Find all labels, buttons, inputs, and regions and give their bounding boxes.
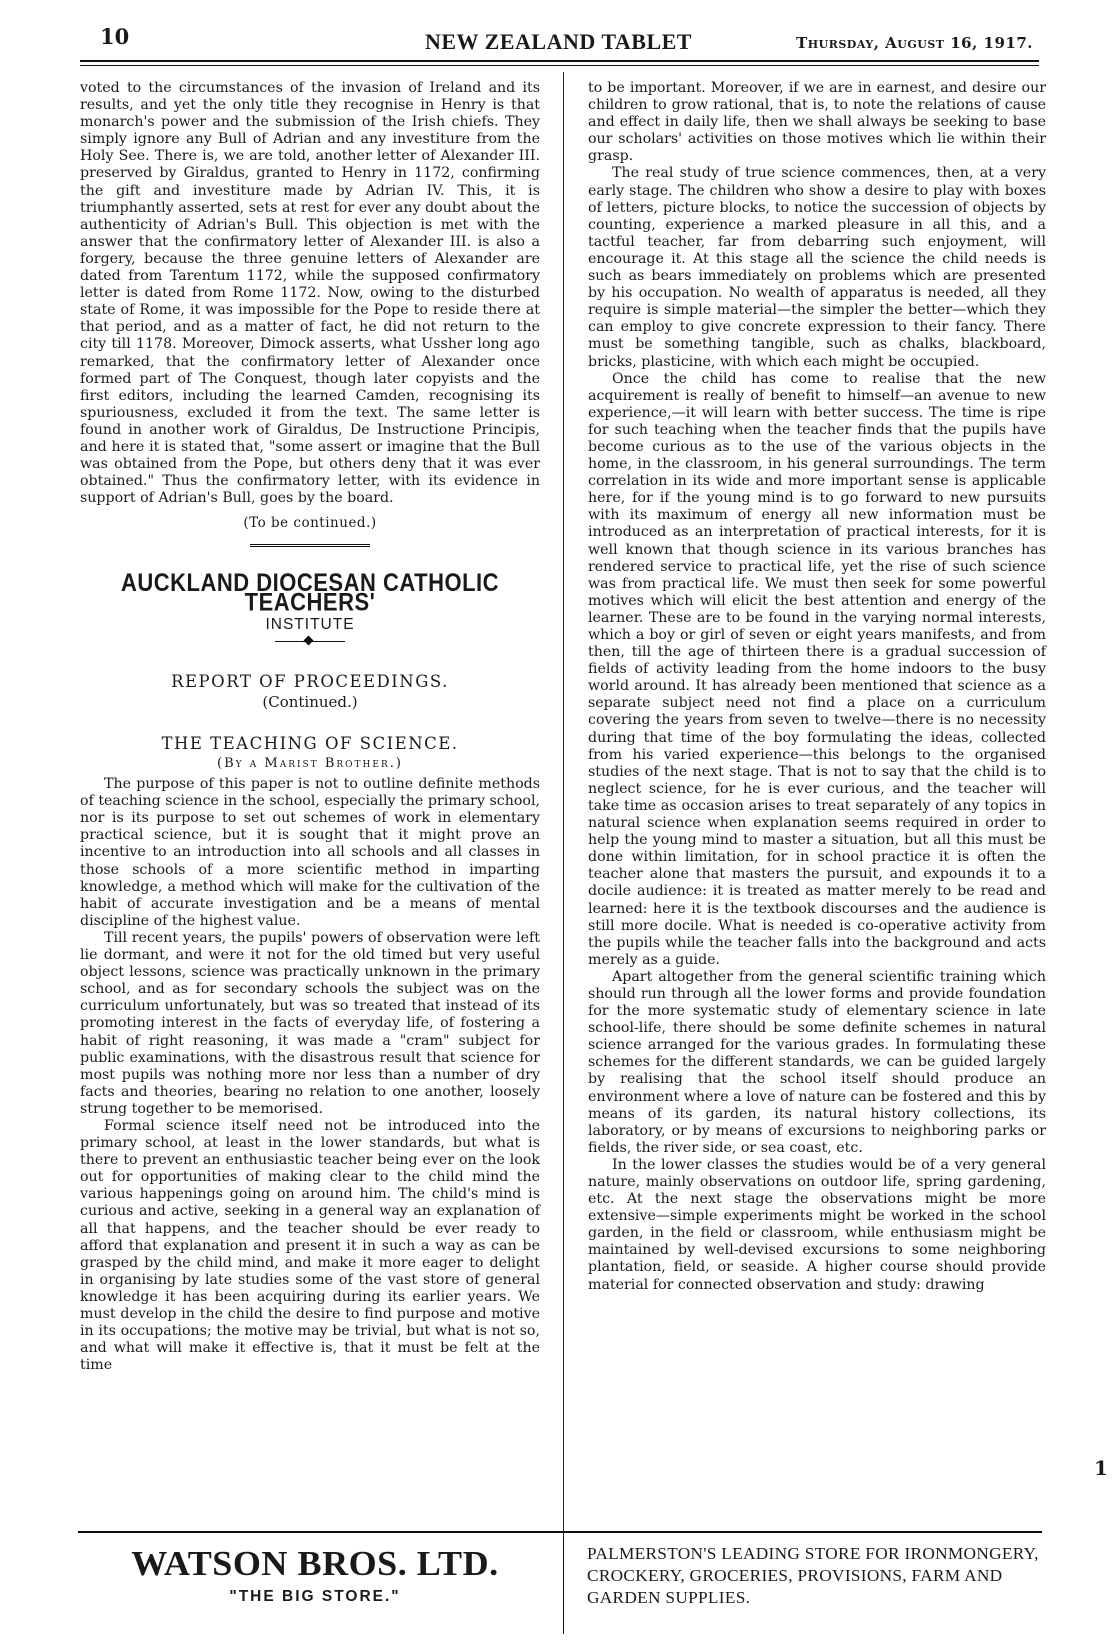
left-column [80, 80, 540, 1374]
paragraph: to be important. Moreover, if we are in earnest, and desire our children to grow rational, that is, to note the relations of cause and effect in daily life, then we shall always be seeking to base our scholars' activities on those motives which lie within their grasp. [588, 80, 1046, 165]
advertiser-slogan: "THE BIG STORE." [229, 1588, 401, 1605]
page-number: 10 [100, 24, 130, 49]
ornament-rule [275, 637, 345, 647]
advertisement-brand [80, 1544, 550, 1606]
advertiser-tagline: PALMERSTON'S LEADING STORE FOR IRONMONGERY, CROCKERY, GROCERIES, PROVISIONS, FARM AND GARDEN SUPPLIES. [587, 1544, 1039, 1607]
report-heading: REPORT OF PROCEEDINGS. [171, 671, 449, 691]
report-continued: (Continued.) [262, 692, 358, 711]
header-rule-thin [80, 65, 1039, 66]
to-be-continued: (To be continued.) [243, 515, 377, 532]
page-header [75, 22, 1039, 70]
margin-mark: 1 [1094, 1456, 1108, 1480]
byline: (By a Marist Brother.) [217, 756, 403, 771]
article-subtitle: INSTITUTE [265, 615, 355, 633]
advertisement-rule [78, 1531, 1042, 1533]
column-divider [563, 72, 564, 1622]
paragraph: Once the child has come to realise that the new acquirement is really of benefit to himself—an avenue to new experience,—it will learn with better success. The time is ripe for such teaching when the teacher finds that the pupils have become curious as to the use of the various objects in the home, in the classroom, in his general surroundings. The term correlation in its wide and more important sense is applicable here, for if the young mind is to go forward to new pursuits with its maximum of energy all new information must be introduced as an interpretation of practical interests, for it is well known that though science in its various branches has rendered service to practical life, yet the rise of such science was from practical life. We must then seek for some powerful motives which will elicit the best attention and energy of the learner. These are to be found in the varying normal interests, which a boy or girl of seven or eight years manifests, and from then, till the age of thirteen there is a gradual succession of fields of activity leading from the home indoors to the busy world around. It has already been mentioned that science as a separate subject need not find a place on a curriculum covering the years from seven to twelve—there is no necessity during that time of the boy formulating the ideas, collected from his varied experience—this belongs to the organised studies of the next stage. That is not to say that the child is to neglect science, for he is ever curious, and the teacher will take time as occasion arises to treat separately of any topics in natural science when explanation seems required in order to help the young mind to master a situation, but all this must be done within limitation, for in school practice it is often the teacher alone that masters the pursuit, and expounds it to a docile audience: it is treated as matter merely to be read and learned: here it is the textbook discourses and the audience is still more docile. What is needed is co-operative activity from the pupils while the teacher falls into the background and acts merely as a guide. [588, 370, 1046, 968]
diamond-icon [304, 635, 314, 645]
advertisement-divider [563, 1536, 564, 1634]
paragraph: In the lower classes the studies would be of a very general nature, mainly observations on outdoor life, spring gardening, etc. At the next stage the observations might be more extensive—simple experiments might be worked in the school garden, in the field or classroom, while enthusiasm might be maintained by well-devised excursions to some neighboring plantation, field, or seaside. A higher course should provide material for connected observation and study: drawing [588, 1156, 1046, 1293]
paragraph: Till recent years, the pupils' powers of observation were left lie dormant, and were it not for the old timed but very useful object lessons, science was practically unknown in the primary school, and as for secondary schools the subject was on the curriculum unfortunately, but was so treated that instead of its promoting interest in the facts of everyday life, of fostering a habit of right reasoning, it was made a "cram" subject for public examinations, with the disastrous result that science for most pupils was nothing more nor less than a number of dry facts and theories, bearing no relation to one another, loosely strung together to be memorised. [80, 929, 540, 1117]
article-title: AUCKLAND DIOCESAN CATHOLIC TEACHERS' [120, 568, 500, 617]
paragraph: Formal science itself need not be introduced into the primary school, at least in the lower standards, but what is there to prevent an enthusiastic teacher being ever on the look out for opportunities of making clear to the child mind the various happenings going on around him. The child's mind is curious and active, seeking in a general way an explanation of all that happens, and the teacher should be ever ready to afford that explanation and present it in such a way as can be grasped by the child mind, and make it more eager to delight in organising by late studies some of the vast store of general knowledge it has been acquiring during its earlier years. We must develop in the child the desire to find purpose and motive in its occupations; the motive may be trivial, but what is not so, and what will make it effective is, that it must be felt at the time [80, 1117, 540, 1374]
masthead: NEW ZEALAND TABLET [425, 29, 692, 54]
section-divider [250, 544, 370, 547]
section-heading: THE TEACHING OF SCIENCE. [161, 733, 459, 753]
right-column [588, 80, 1046, 1294]
paragraph: Apart altogether from the general scientific training which should run through all the lower forms and provide foundation for the more systematic study of elementary science in late school-life, there should be some definite schemes in natural science arranged for the various grades. In formulating these schemes for the different standards, we can be guided largely by realising that the school itself should produce an environment where a love of nature can be fostered and this by means of its garden, its natural history collections, its laboratory, or by means of excursions to neighboring parks or fields, the river side, or sea coast, etc. [588, 968, 1046, 1156]
advertiser-name: WATSON BROS. LTD. [131, 1544, 499, 1583]
paragraph: The real study of true science commences, then, at a very early stage. The children who show a desire to play with boxes of letters, picture blocks, to notice the succession of objects by counting, experience a marked pleasure in all this, and a tactful teacher, far from debarring such enjoyment, will encourage it. At this stage all the science the child needs is such as bears immediately on problems which are presented by his occupation. No wealth of apparatus is needed, all they require is simple material—the simpler the better—which they can employ to give concrete expression to their fancy. There must be something tangible, such as chalks, blackboard, bricks, plasticine, with which each might be occupied. [588, 165, 1046, 370]
header-rule [80, 60, 1039, 62]
paragraph: The purpose of this paper is not to outline definite methods of teaching science in the school, especially the primary school, nor is its purpose to set out schemes of work in elementary practical science, but it is sought that it might prove an incentive to an introduction into all schools and all classes in those schools of a more scientific method in imparting knowledge, a method which will make for the cultivation of the habit of accurate investigation and be a means of mental discipline of the highest value. [80, 776, 540, 929]
continued-article-text: voted to the circumstances of the invasion of Ireland and its results, and yet the only title they recognise in Henry is that monarch's power and the submission of the Irish chiefs. They simply ignore any Bull of Adrian and any investiture from the Holy See. There is, we are told, another letter of Alexander III. preserved by Giraldus, granted to Henry in 1172, confirming the gift and investiture made by Adrian IV. This, it is triumphantly asserted, sets at rest for ever any doubt about the authenticity of Adrian's Bull. This objection is met with the answer that the confirmatory letter of Alexander III. is also a forgery, because the three genuine letters of Alexander are dated from Tarentum 1172, while the supposed confirmatory letter is dated from Rome 1172. Now, owing to the disturbed state of Rome, it was impossible for the Pope to reside there at that period, and as a matter of fact, he did not return to the city till 1178. Moreover, Dimock asserts, what Ussher long ago remarked, that the confirmatory letter of Alexander once formed part of The Conquest, though later copyists and the first editors, including the learned Camden, recognising its spuriousness, excluded it from the text. The same letter is found in another work of Giraldus, De Instructione Principis, and here it is stated that, "some assert or imagine that the Bull was obtained from the Pope, but others deny that it was ever obtained." Thus the confirmatory letter, with its evidence in support of Adrian's Bull, goes by the board. [80, 80, 540, 507]
dateline: Thursday, August 16, 1917. [796, 34, 1033, 52]
